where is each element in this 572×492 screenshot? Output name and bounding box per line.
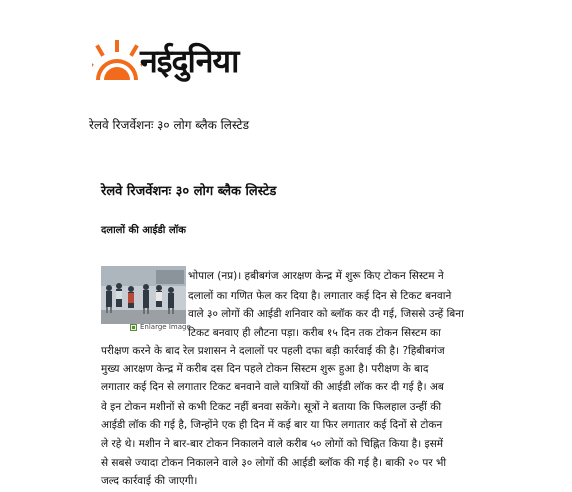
enlarge-icon <box>130 324 137 331</box>
article-body-line: से सबसे ज्यादा टोकन निकालने वाले ३० लोगों की आईडी ब्लॉक की गई है। बाकी २० पर भी <box>101 457 447 469</box>
crowd-photo-illustration <box>101 266 186 324</box>
article-body-line: ले रहे थे। मशीन ने बार-बार टोकन निकालने वाले करीब ५० लोगों को चिह्नित किया है। इसमें <box>101 438 444 450</box>
enlarge-image-label: Enlarge Image <box>140 323 191 331</box>
enlarge-image-link[interactable] <box>130 323 191 331</box>
article-body-line: दलालों का गणित फेल कर दिया है। लगातार कई दिन से टिकट बनवाने <box>188 290 452 302</box>
article-title: रेलवे रिजर्वेशनः ३० लोग ब्लैक लिस्टेड <box>101 184 277 199</box>
logo-wordmark: नईदुनिया <box>140 42 239 80</box>
article-body-line: मुख्य आरक्षण केन्द्र में करीब दस दिन पहले टोकन सिस्टम शुरू हुआ है। परीक्षण के बाद <box>101 363 429 375</box>
article-subhead: दलालों की आईडी लॉक <box>101 225 186 236</box>
article-body-line: वाले ३० लोगों की आईडी शनिवार को ब्लॉक कर दी गई, जिससे उन्हें बिना <box>188 308 464 320</box>
naidunia-logo[interactable] <box>92 38 272 88</box>
rising-sun-icon <box>92 38 142 84</box>
page-headline: रेलवे रिजर्वेशनः ३० लोग ब्लैक लिस्टेड <box>89 118 250 132</box>
article-body-line: भोपाल (नप्र)। हबीबगंज आरक्षण केन्द्र में शुरू किए टोकन सिस्टम ने <box>188 270 444 282</box>
article-body-line: टिकट बनवाए ही लौटना पड़ा। करीब १५ दिन तक टोकन सिस्टम का <box>188 327 441 339</box>
article-body-line: जल्द कार्रवाई की जाएगी। <box>101 475 198 487</box>
article-body-line: आईडी लॉक की गई है, जिन्होंने एक ही दिन में कई बार या फिर लगातार कई दिनों से टोकन <box>101 419 443 431</box>
article-body-line: वे इन टोकन मशीनों से कभी टिकट नहीं बनवा सकेंगे। सूत्रों ने बताया कि फिलहाल उन्हीं की <box>101 401 442 413</box>
article-photo[interactable] <box>101 266 186 324</box>
article-body-line: परीक्षण करने के बाद रेल प्रशासन ने दलालों पर पहली दफा बड़ी कार्रवाई की है। ?हिबीबगंज <box>101 345 445 357</box>
article-body-line: लगातार कई दिन से लगातार टिकट बनवाने वाले यात्रियों की आईडी लॉक कर दी गई है। अब <box>101 381 444 393</box>
